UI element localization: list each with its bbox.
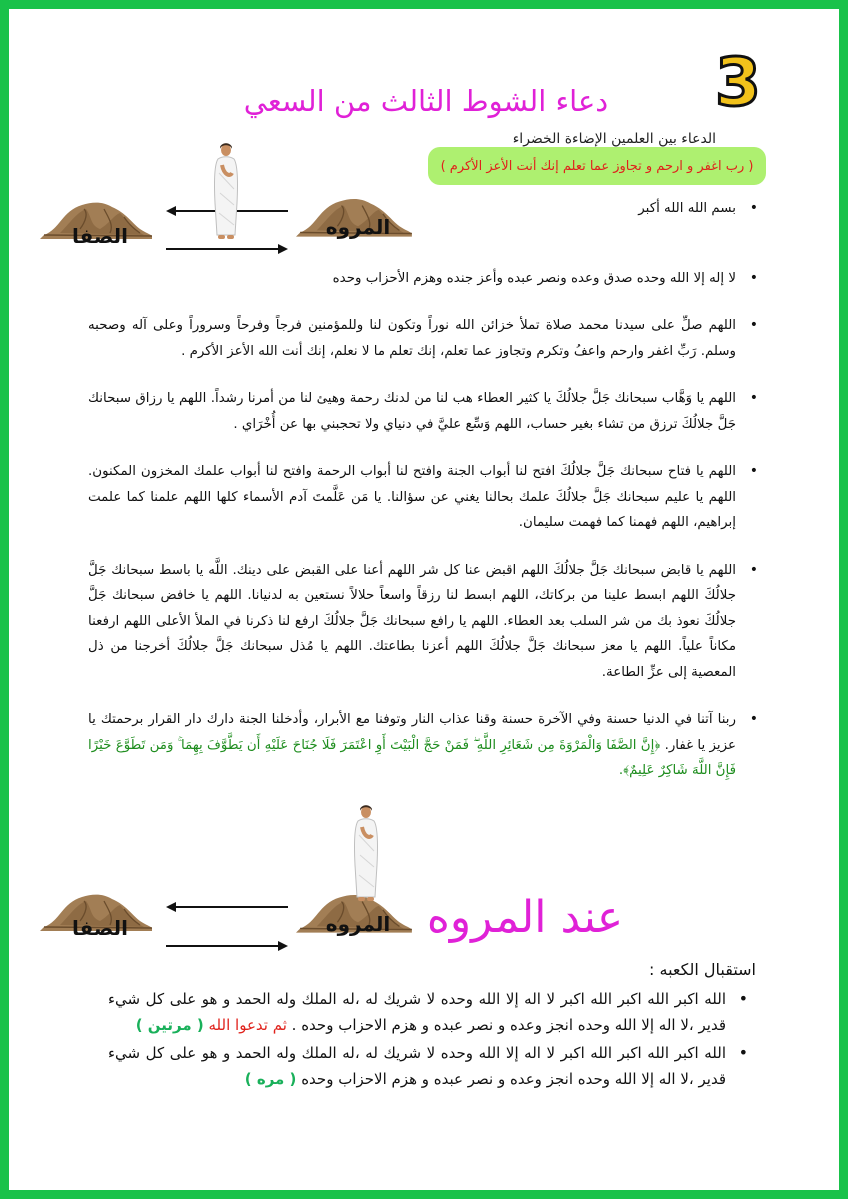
repeat-badge: ( مره ): [244, 1070, 297, 1088]
list-item: • بسم الله الله أكبر: [88, 196, 760, 222]
green-box-prayer: ( رب اغفر و ارحم و تجاوز عما تعلم إنك أنت الأعز الأكرم ): [428, 147, 766, 185]
list-item: • اللهم يا قابض سبحانك جَلَّ جلالُكَ اللهم اقبض عنا كل شر اللهم أعنا على القبض على دينك. اللَّه يا باسط سبحانك جَلَّ جلالُكَ اللهم ابسط علينا من بركاتك، اللهم ابسط لنا رزقاً واسعاً حلالاً نستعين به لدنيانا. اللهم يا خافض سبحانك جَلَّ جلالُكَ نعوذ بك من شر السلب بعد العطاء. اللهم يا رافع سبحانك جَلَّ جلالُكَ ارفع لنا ذكرنا في الملأ الأعلى اللهم ارفعنا مكاناً علياً. اللهم يا معز سبحانك جَلَّ جلالُكَ اللهم أعزنا بطاعتك. اللهم يا مُذل سبحانك جَلَّ جلالُكَ أخرجنا من ذل المعصية إلى عزِّ الطاعة.: [88, 558, 760, 686]
pilgrim-icon: [350, 802, 382, 906]
subtitle: الدعاء بين العلمين الإضاءة الخضراء: [512, 131, 716, 147]
kaaba-heading: استقبال الكعبه :: [649, 960, 756, 979]
safa-label: الصفا: [72, 916, 128, 940]
list-item: • اللهم يا فتاح سبحانك جَلَّ جلالُكَ افتح لنا أبواب الجنة وافتح لنا أبواب الرحمة وافتح لنا أبواب علمك المخزون المكنون. اللهم يا عليم سبحانك جَلَّ جلالُكَ علمك بحالنا يغني عن سؤالنا. يا مَن عَلَّمتَ آدم الأسماء كلها اللهم علمنا كما علمت إبراهيم، اللهم فهمنا كما فهمت سليمان.: [88, 459, 760, 536]
at-marwa-title: عند المروه: [426, 892, 624, 943]
supplication-list: [88, 196, 760, 784]
list-item: • ربنا آتنا في الدنيا حسنة وفي الآخرة حسنة وقنا عذاب النار وتوفنا مع الأبرار، وأدخلنا الجنة دارك دار القرار برحمتك يا عزيز يا غفار. ﴿إِنَّ الصَّفَا وَالْمَرْوَةَ مِن شَعَائِرِ اللَّهِ ۖ فَمَنْ حَجَّ الْبَيْتَ أَوِ اعْتَمَرَ فَلَا جُنَاحَ عَلَيْهِ أَن يَطَّوَّفَ بِهِمَا ۚ وَمَن تَطَوَّعَ خَيْرًا فَإِنَّ اللَّهَ شَاكِرٌ عَلِيمٌ﴾.: [88, 707, 760, 784]
arrow-right-icon: [164, 939, 290, 953]
list-item: • لا إله إلا الله وحده صدق وعده ونصر عبده وأعز جنده وهزم الأحزاب وحده: [88, 266, 760, 292]
page-title: دعاء الشوط الثالث من السعي: [243, 84, 609, 118]
marwa-dua-list: [108, 986, 760, 1094]
marwa-label: المروه: [325, 912, 391, 936]
page-number: 3: [715, 44, 761, 121]
repeat-badge: ( مرتين ): [135, 1016, 204, 1034]
list-item: • اللهم يا وَهَّاب سبحانك جَلَّ جلالُكَ يا كثير العطاء هب لنا من لدنك رحمة وهيئ لنا من أمرنا رشداً. اللهم يا رزاق سبحانك جَلَّ جلالُكَ ترزق من تشاء بغير حساب، اللهم وَسِّع عليَّ في دنياي ولا تحجبني بها عن أُخْرَاي .: [88, 386, 760, 437]
safa-label: الصفا: [72, 224, 128, 248]
instruction-text: ثم تدعوا الله: [208, 1016, 287, 1034]
marwa-label: المروه: [325, 215, 391, 239]
quran-verse: ﴿إِنَّ الصَّفَا وَالْمَرْوَةَ مِن شَعَائِرِ اللَّهِ ۖ فَمَنْ حَجَّ الْبَيْتَ أَوِ اعْتَمَرَ فَلَا جُنَاحَ عَلَيْهِ أَن يَطَّوَّفَ بِهِمَا ۚ وَمَن تَطَوَّعَ خَيْرًا فَإِنَّ اللَّهَ شَاكِرٌ عَلِيمٌ﴾.: [88, 737, 736, 778]
list-item: • الله اكبر الله اكبر الله اكبر لا اله إلا الله وحده لا شريك له ،له الملك وله الحمد و هو على كل شيء قدير ،لا اله إلا الله وحده انجز وعده و نصر عبده و هزم الاحزاب وحده ( مره ): [108, 1040, 760, 1092]
arrow-left-icon: [164, 900, 290, 914]
list-item: • الله اكبر الله اكبر الله اكبر لا اله إلا الله وحده لا شريك له ،له الملك وله الحمد و هو على كل شيء قدير ،لا اله إلا الله وحده انجز وعده و نصر عبده و هزم الاحزاب وحده . ثم تدعوا الله ( مرتين ): [108, 986, 760, 1038]
list-item: • اللهم صلِّ على سيدنا محمد صلاة تملأ خزائن الله نوراً وتكون لنا وللمؤمنين فرجاً وفرحاً وسروراً وعلى آله وصحبه وسلم. رَبِّ اغفر وارحم واعفُ وتكرم وتجاوز عما تعلم، إنك تعلم ما لا نعلم، إنك أنت الله الأعز الأكرم .: [88, 313, 760, 364]
